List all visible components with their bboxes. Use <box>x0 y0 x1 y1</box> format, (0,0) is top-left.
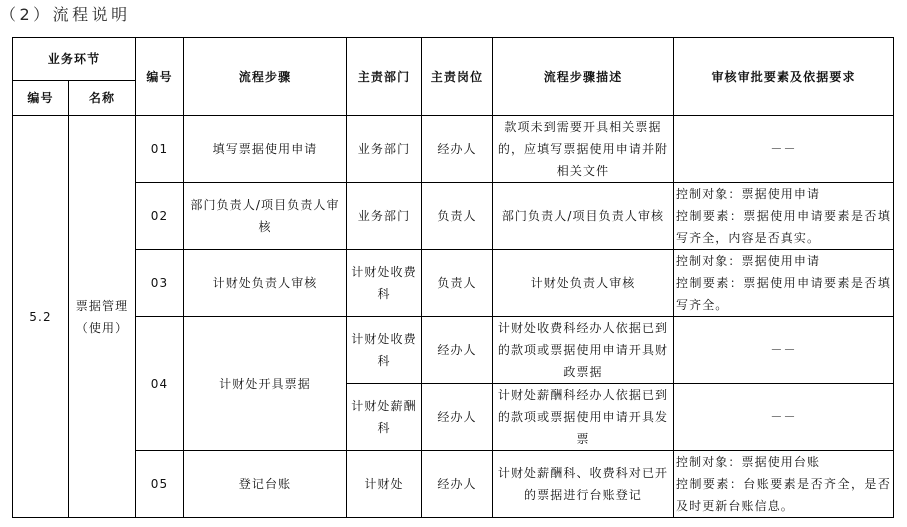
section-name <box>69 116 136 518</box>
responsible-position: 经办人 <box>422 116 493 183</box>
approval-requirements <box>674 317 894 384</box>
requirement-line: 控制对象：票据使用台账 <box>676 455 821 469</box>
responsible-position: 经办人 <box>422 384 493 451</box>
step-number: 05 <box>136 451 184 518</box>
responsible-department: 业务部门 <box>347 183 422 250</box>
approval-requirements <box>674 183 894 250</box>
header-business-link: 业务环节 <box>13 38 136 81</box>
responsible-position: 负责人 <box>422 250 493 317</box>
approval-requirements <box>674 451 894 518</box>
step-name: 填写票据使用申请 <box>184 116 347 183</box>
header-requirements: 审核审批要素及依据要求 <box>674 38 894 116</box>
step-description: 计财处负责人审核 <box>493 250 674 317</box>
table-row <box>13 116 894 183</box>
step-number: 03 <box>136 250 184 317</box>
section-number: 5.2 <box>13 116 69 518</box>
responsible-position: 经办人 <box>422 451 493 518</box>
responsible-department: 计财处收费科 <box>347 317 422 384</box>
section-name-line: 票据管理 <box>75 298 129 313</box>
header-department: 主责部门 <box>347 38 422 116</box>
section-name-line: （使用） <box>75 320 129 335</box>
responsible-department: 计财处 <box>347 451 422 518</box>
header-step: 流程步骤 <box>184 38 347 116</box>
step-name: 登记台账 <box>184 451 347 518</box>
requirement-line: 控制要素：票据使用申请要素是否填写齐全。 <box>676 276 891 312</box>
step-description: 计财处薪酬科经办人依据已到的款项或票据使用申请开具发票 <box>493 384 674 451</box>
requirement-line: －－ <box>770 142 797 156</box>
table-row <box>13 250 894 317</box>
header-position: 主责岗位 <box>422 38 493 116</box>
step-description: 计财处收费科经办人依据已到的款项或票据使用申请开具财政票据 <box>493 317 674 384</box>
approval-requirements <box>674 384 894 451</box>
header-link-number: 编号 <box>13 81 69 116</box>
requirement-line: －－ <box>770 410 797 424</box>
requirement-line: －－ <box>770 343 797 357</box>
step-number: 04 <box>136 317 184 451</box>
step-number: 01 <box>136 116 184 183</box>
step-description: 部门负责人/项目负责人审核 <box>493 183 674 250</box>
step-number: 02 <box>136 183 184 250</box>
responsible-department: 计财处收费科 <box>347 250 422 317</box>
responsible-department: 计财处薪酬科 <box>347 384 422 451</box>
table-header <box>13 38 894 116</box>
step-name: 部门负责人/项目负责人审核 <box>184 183 347 250</box>
requirement-line: 控制对象：票据使用申请 <box>676 187 821 201</box>
header-row <box>13 38 894 81</box>
responsible-department: 业务部门 <box>347 116 422 183</box>
header-description: 流程步骤描述 <box>493 38 674 116</box>
step-description: 计财处薪酬科、收费科对已开的票据进行台账登记 <box>493 451 674 518</box>
table-row <box>13 183 894 250</box>
step-description: 款项未到需要开具相关票据的，应填写票据使用申请并附相关文件 <box>493 116 674 183</box>
header-link-name: 名称 <box>69 81 136 116</box>
responsible-position: 负责人 <box>422 183 493 250</box>
responsible-position: 经办人 <box>422 317 493 384</box>
header-step-number: 编号 <box>136 38 184 116</box>
requirement-line: 控制要素：台账要素是否齐全，是否及时更新台账信息。 <box>676 477 891 513</box>
table-row <box>13 317 894 384</box>
requirement-line: 控制要素：票据使用申请要素是否填写齐全，内容是否真实。 <box>676 209 891 245</box>
step-name: 计财处负责人审核 <box>184 250 347 317</box>
section-title: （2）流程说明 <box>0 5 131 24</box>
table-row <box>13 451 894 518</box>
table-body <box>13 116 894 518</box>
approval-requirements <box>674 250 894 317</box>
requirement-line: 控制对象：票据使用申请 <box>676 254 821 268</box>
process-table <box>12 37 894 518</box>
step-name: 计财处开具票据 <box>184 317 347 451</box>
approval-requirements <box>674 116 894 183</box>
